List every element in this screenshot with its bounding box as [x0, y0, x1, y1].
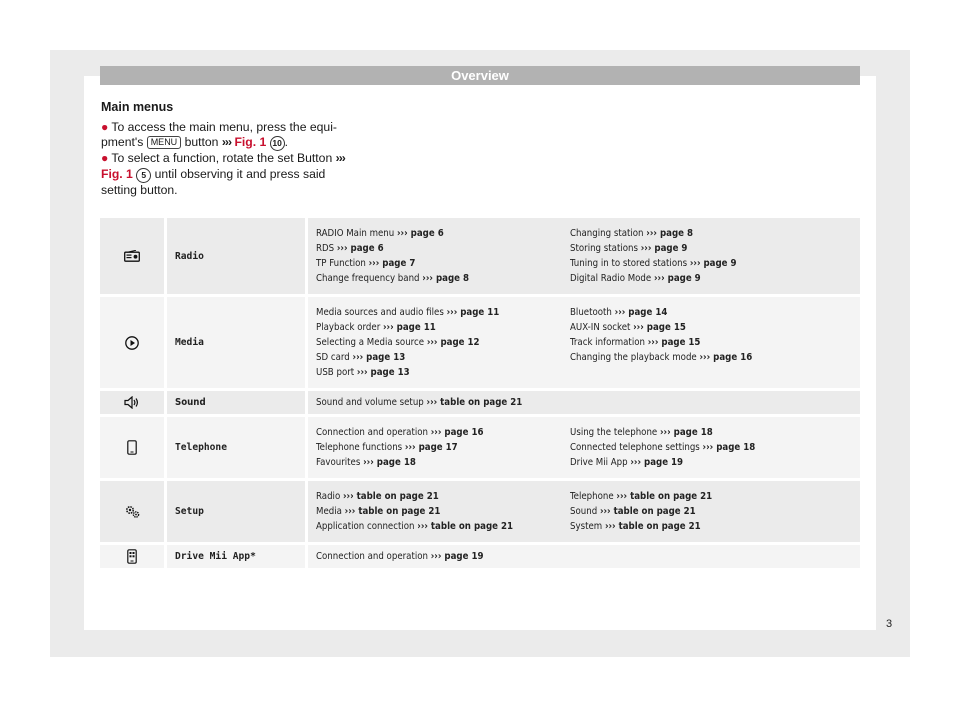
page-link[interactable]: ››› page 12 [426, 337, 480, 348]
col-left [307, 544, 861, 570]
list-item: Connection and operation ››› page 16 [316, 427, 484, 438]
list-item: Change frequency band ››› page 8 [316, 273, 469, 284]
list-item: Selecting a Media source ››› page 12 [316, 337, 480, 348]
list-item: Changing station ››› page 8 [570, 228, 693, 239]
list-item: Playback order ››› page 11 [316, 322, 436, 333]
list-item: Telephone functions ››› page 17 [316, 442, 458, 453]
callout-number: 5 [136, 168, 151, 183]
fig-link[interactable]: Fig. 1 [234, 135, 267, 149]
fig-link[interactable]: Fig. 1 [101, 166, 133, 181]
list-item: Sound ››› table on page 21 [570, 506, 696, 517]
page-link[interactable]: ››› page 6 [397, 228, 444, 239]
menu-name: Drive Mii App* [166, 544, 307, 570]
page-link[interactable]: ››› page 14 [614, 307, 668, 318]
page-link[interactable]: ››› page 8 [646, 228, 693, 239]
table-row-telephone [100, 416, 860, 480]
col-left [307, 480, 567, 544]
table-row-setup [100, 480, 860, 544]
list-item: AUX-IN socket ››› page 15 [570, 322, 686, 333]
list-item: RDS ››› page 6 [316, 243, 384, 254]
list-item: Media ››› table on page 21 [316, 506, 441, 517]
list-item: Radio ››› table on page 21 [316, 491, 439, 502]
page-link[interactable]: ››› page 9 [640, 243, 688, 254]
page-link[interactable]: ››› table on page 21 [616, 491, 713, 502]
bullet-icon: ● [101, 119, 109, 134]
bullet-icon: ● [101, 151, 109, 165]
page-link[interactable]: ››› page 9 [653, 273, 701, 284]
page-link[interactable]: ››› page 18 [702, 442, 756, 453]
page-link[interactable]: ››› page 19 [630, 457, 684, 468]
list-item: Connection and operation ››› page 19 [316, 551, 484, 562]
table-row-media [100, 296, 860, 390]
page-link[interactable]: ››› page 18 [659, 427, 713, 438]
play-icon [100, 336, 164, 350]
col-right [566, 296, 860, 390]
page-link[interactable]: ››› page 8 [422, 273, 469, 284]
col-left [307, 296, 567, 390]
page-link[interactable]: ››› page 18 [363, 457, 416, 468]
list-item: Drive Mii App ››› page 19 [570, 457, 684, 468]
callout-number: 10 [270, 136, 285, 151]
table-row-sound [100, 390, 860, 416]
list-item: Using the telephone ››› page 18 [570, 427, 713, 438]
col-right [566, 480, 860, 544]
radio-icon [100, 250, 164, 262]
page-link[interactable]: ››› page 6 [336, 243, 384, 254]
gears-icon [100, 504, 164, 519]
bullet-2: ● To select a function, rotate the set Button ››› Fig. 1 5 until observing it and press said setting button. [101, 151, 345, 197]
phone-icon [100, 440, 164, 455]
app-phone-icon [100, 549, 164, 564]
page-link[interactable]: ››› page 7 [368, 258, 416, 269]
list-item: RADIO Main menu ››› page 6 [316, 228, 444, 239]
table-row-drivemii [100, 544, 860, 570]
menu-name: Radio [166, 218, 307, 296]
menu-name: Media [166, 296, 307, 390]
page-link[interactable]: ››› page 19 [430, 551, 484, 562]
col-left [307, 390, 861, 416]
list-item: Storing stations ››› page 9 [570, 243, 688, 254]
page-link[interactable]: ››› table on page 21 [604, 521, 701, 532]
page-link[interactable]: ››› page 13 [352, 352, 406, 363]
page-link[interactable]: ››› page 15 [633, 322, 686, 333]
page-link[interactable]: ››› table on page 21 [342, 491, 439, 502]
table-row-radio [100, 218, 860, 296]
list-item: Application connection ››› table on page 21 [316, 521, 514, 532]
list-item: Track information ››› page 15 [570, 337, 701, 348]
speaker-icon [100, 396, 164, 409]
ref-arrows: ››› [335, 151, 345, 165]
col-right [566, 416, 860, 480]
page-link[interactable]: ››› page 16 [699, 352, 753, 363]
page-link[interactable]: ››› page 11 [383, 322, 436, 333]
page-link[interactable]: ››› page 11 [446, 307, 500, 318]
main-menus-table [100, 218, 860, 571]
page-link[interactable]: ››› table on page 21 [417, 521, 514, 532]
list-item: Media sources and audio files ››› page 11 [316, 307, 500, 318]
intro-section [101, 100, 346, 198]
ref-arrows: ››› [221, 135, 232, 149]
page-link[interactable]: ››› page 17 [404, 442, 458, 453]
page-link[interactable]: ››› page 15 [647, 337, 701, 348]
col-left [307, 416, 567, 480]
section-header: Overview [100, 66, 860, 85]
page-number: 3 [886, 618, 893, 630]
page-link[interactable]: ››› table on page 21 [599, 506, 696, 517]
page-link[interactable]: ››› page 16 [430, 427, 484, 438]
list-item: Bluetooth ››› page 14 [570, 307, 668, 318]
list-item: Digital Radio Mode ››› page 9 [570, 273, 701, 284]
list-item: Favourites ››› page 18 [316, 457, 416, 468]
page-link[interactable]: ››› table on page 21 [344, 506, 441, 517]
list-item: System ››› table on page 21 [570, 521, 701, 532]
menu-name: Sound [166, 390, 307, 416]
list-item: Changing the playback mode ››› page 16 [570, 352, 753, 363]
section-heading: Main menus [101, 100, 174, 114]
menu-key: MENU [147, 136, 182, 149]
page-link[interactable]: ››› table on page 21 [426, 397, 523, 408]
bullet-1: ● To access the main menu, press the equi-pment's MENU button ››› Fig. 1 10 . [101, 119, 337, 149]
col-right [566, 218, 860, 296]
menu-name: Telephone [166, 416, 307, 480]
list-item: Tuning in to stored stations ››› page 9 [570, 258, 737, 269]
col-left [307, 218, 567, 296]
list-item: SD card ››› page 13 [316, 352, 406, 363]
list-item: TP Function ››› page 7 [316, 258, 416, 269]
list-item: Connected telephone settings ››› page 18 [570, 442, 756, 453]
list-item: Telephone ››› table on page 21 [570, 491, 713, 502]
page-link[interactable]: ››› page 13 [356, 367, 410, 378]
menu-name: Setup [166, 480, 307, 544]
list-item: USB port ››› page 13 [316, 367, 410, 378]
page-link[interactable]: ››› page 9 [689, 258, 737, 269]
list-item: Sound and volume setup ››› table on page 21 [316, 397, 523, 408]
